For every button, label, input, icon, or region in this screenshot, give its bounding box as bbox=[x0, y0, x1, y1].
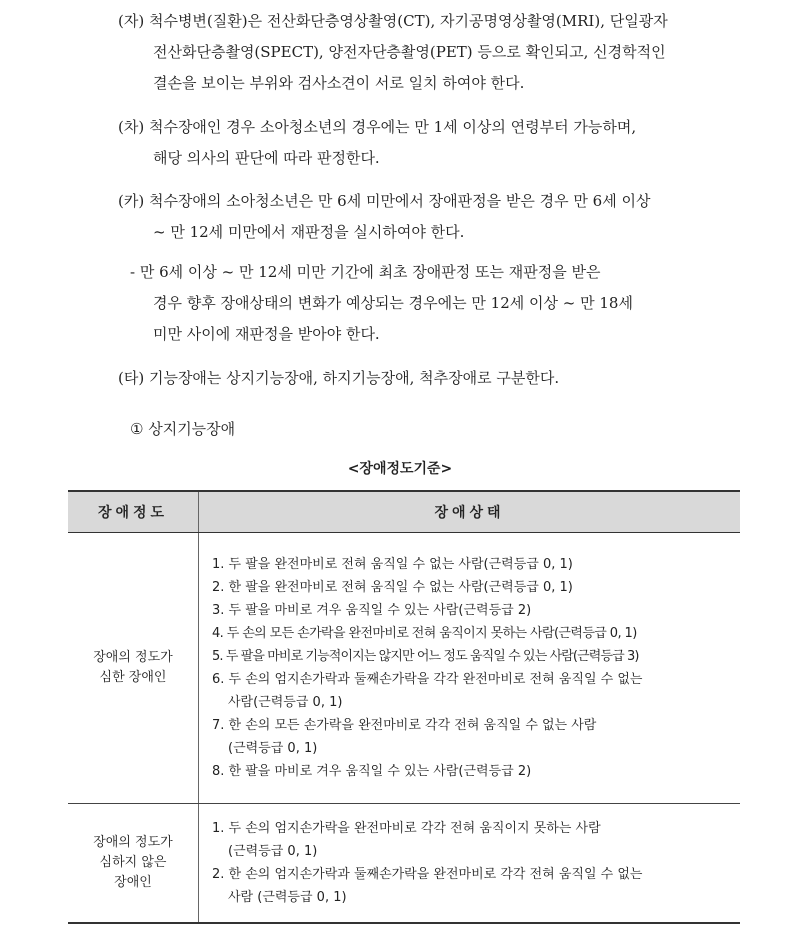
paragraph-dash bbox=[130, 257, 742, 350]
table-header-row bbox=[68, 491, 740, 533]
grade-line: 심하지 않은 bbox=[99, 855, 167, 870]
status-item: 8. 한 팔을 마비로 겨우 움직일 수 있는 사람(근력등급 2) bbox=[212, 764, 532, 779]
header-grade: 장애정도 bbox=[68, 491, 199, 533]
text-line: (카) 척수장애의 소아청소년은 만 6세 미만에서 장애판정을 받은 경우 만 6세 이상 bbox=[118, 192, 651, 210]
grade-line: 심한 장애인 bbox=[99, 670, 167, 685]
text-line: ~ 만 12세 미만에서 재판정을 실시하여야 한다. bbox=[153, 223, 465, 241]
text-line: 경우 향후 장애상태의 변화가 예상되는 경우에는 만 12세 이상 ~ 만 18세 bbox=[153, 294, 633, 312]
paragraph-ta bbox=[118, 363, 740, 394]
table-row bbox=[68, 804, 740, 924]
status-item: 1. 두 팔을 완전마비로 전혀 움직일 수 없는 사람(근력등급 0, 1) bbox=[212, 557, 573, 572]
status-item: 5. 두 팔을 마비로 기능적이지는 않지만 어느 정도 움직일 수 있는 사람(근력등급 3) bbox=[212, 649, 639, 664]
text-line: 미만 사이에 재판정을 받아야 한다. bbox=[153, 325, 380, 343]
text-line: (자) 척수병변(질환)은 전산화단층영상촬영(CT), 자기공명영상촬영(MRI), 단일광자 bbox=[118, 12, 668, 30]
status-item-cont: (근력등급 0, 1) bbox=[228, 844, 318, 859]
text-line: (차) 척수장애인 경우 소아청소년의 경우에는 만 1세 이상의 연령부터 가능하며, bbox=[118, 118, 637, 136]
grade-line: 장애인 bbox=[114, 875, 152, 890]
status-item-cont: 사람 (근력등급 0, 1) bbox=[228, 890, 347, 905]
status-cell-severe bbox=[199, 533, 741, 804]
status-item: 2. 한 손의 엄지손가락과 둘째손가락을 완전마비로 각각 전혀 움직일 수 없는 bbox=[212, 867, 643, 882]
grade-cell-severe bbox=[68, 533, 199, 804]
text-line: 결손을 보이는 부위와 검사소견이 서로 일치 하여야 한다. bbox=[153, 74, 525, 92]
status-item-cont: (근력등급 0, 1) bbox=[228, 741, 318, 756]
status-item: 4. 두 손의 모든 손가락을 완전마비로 전혀 움직이지 못하는 사람(근력등급 0, 1) bbox=[212, 626, 637, 641]
header-status: 장애상태 bbox=[199, 491, 741, 533]
text-line: (타) 기능장애는 상지기능장애, 하지기능장애, 척추장애로 구분한다. bbox=[118, 369, 560, 387]
grade-line: 장애의 정도가 bbox=[93, 650, 173, 665]
paragraph-ja bbox=[118, 6, 740, 99]
text-line: 전산화단층촬영(SPECT), 양전자단층촬영(PET) 등으로 확인되고, 신경학적인 bbox=[153, 43, 666, 61]
text-line: 해당 의사의 판단에 따라 판정한다. bbox=[153, 149, 380, 167]
subheading: ① 상지기능장애 bbox=[130, 420, 236, 438]
status-item: 1. 두 손의 엄지손가락을 완전마비로 각각 전혀 움직이지 못하는 사람 bbox=[212, 821, 601, 836]
status-item: 2. 한 팔을 완전마비로 전혀 움직일 수 없는 사람(근력등급 0, 1) bbox=[212, 580, 573, 595]
grade-line: 장애의 정도가 bbox=[93, 835, 173, 850]
text-line: - 만 6세 이상 ~ 만 12세 미만 기간에 최초 장애판정 또는 재판정을 받은 bbox=[130, 263, 601, 281]
status-cell-mild bbox=[199, 804, 741, 924]
status-item: 7. 한 손의 모든 손가락을 완전마비로 각각 전혀 움직일 수 없는 사람 bbox=[212, 718, 597, 733]
status-item: 6. 두 손의 엄지손가락과 둘째손가락을 각각 완전마비로 전혀 움직일 수 없는 bbox=[212, 672, 643, 687]
paragraph-cha bbox=[118, 112, 740, 174]
status-item: 3. 두 팔을 마비로 겨우 움직일 수 있는 사람(근력등급 2) bbox=[212, 603, 532, 618]
paragraph-ka bbox=[118, 186, 740, 248]
grade-cell-mild bbox=[68, 804, 199, 924]
disability-grade-table bbox=[68, 490, 740, 924]
table-row bbox=[68, 533, 740, 804]
table-caption: <장애정도기준> bbox=[347, 461, 453, 477]
status-item-cont: 사람(근력등급 0, 1) bbox=[228, 695, 343, 710]
